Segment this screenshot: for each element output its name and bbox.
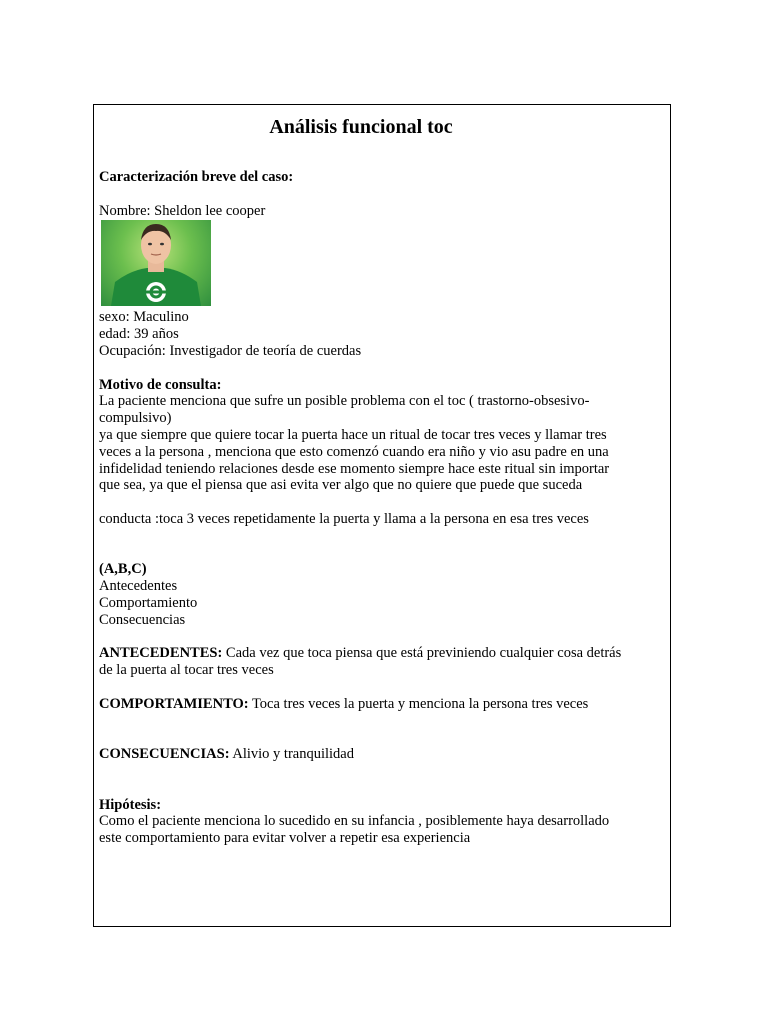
conducta-line: conducta :toca 3 veces repetidamente la puerta y llama a la persona en esa tres veces — [99, 510, 589, 527]
hipotesis-heading: Hipótesis: — [99, 796, 162, 813]
consecuencias-paragraph — [99, 746, 667, 763]
antecedentes-text: Cada vez que toca piensa que está previniendo cualquier cosa detrás — [222, 645, 622, 662]
antecedentes-paragraph — [99, 645, 667, 662]
abc-heading: (A,B,C) — [99, 561, 147, 578]
nombre-line: Nombre: Sheldon lee cooper — [99, 202, 266, 219]
caracterizacion-heading: Caracterización breve del caso: — [99, 169, 294, 185]
abc-item: Antecedentes — [99, 578, 178, 595]
motivo-text-line: que sea, ya que el piensa que asi evita ver algo que no quiere que puede que suceda — [99, 477, 583, 494]
comportamiento-text: Toca tres veces la puerta y menciona la persona tres veces — [248, 695, 589, 712]
document-title: Análisis funcional toc — [269, 116, 453, 138]
motivo-text-line: veces a la persona , menciona que esto comenzó cuando era niño y vio asu padre en una — [99, 443, 609, 460]
edad-line: edad: 39 años — [99, 326, 179, 343]
antecedentes-text-line: de la puerta al tocar tres veces — [99, 662, 274, 679]
consecuencias-text: Alivio y tranquilidad — [229, 746, 354, 763]
hipotesis-text-line: Como el paciente menciona lo sucedido en su infancia , posiblemente haya desarrollado — [99, 813, 610, 830]
motivo-text-line: ya que siempre que quiere tocar la puerta hace un ritual de tocar tres veces y llamar tres — [99, 426, 607, 443]
hipotesis-text-line: este comportamiento para evitar volver a repetir esa experiencia — [99, 830, 471, 847]
motivo-text-line: La paciente menciona que sufre un posible problema con el toc ( trastorno-obsesivo- — [99, 393, 590, 410]
abc-item: Comportamiento — [99, 594, 198, 611]
motivo-text-line: infidelidad teniendo relaciones desde ese momento siempre hace este ritual sin importar — [99, 460, 610, 477]
ocupacion-line: Ocupación: Investigador de teoría de cuerdas — [99, 342, 362, 359]
document-frame — [93, 104, 671, 927]
comportamiento-paragraph — [99, 696, 667, 713]
antecedentes-label: ANTECEDENTES: — [99, 645, 223, 662]
patient-photo — [101, 220, 211, 306]
abc-item: Consecuencias — [99, 611, 186, 628]
motivo-text-line: compulsivo) — [99, 410, 172, 427]
motivo-heading: Motivo de consulta: — [99, 376, 222, 393]
sexo-line: sexo: Maculino — [99, 309, 189, 326]
comportamiento-label: COMPORTAMIENTO: — [99, 695, 249, 712]
document-body — [99, 169, 667, 847]
consecuencias-label: CONSECUENCIAS: — [99, 746, 230, 763]
